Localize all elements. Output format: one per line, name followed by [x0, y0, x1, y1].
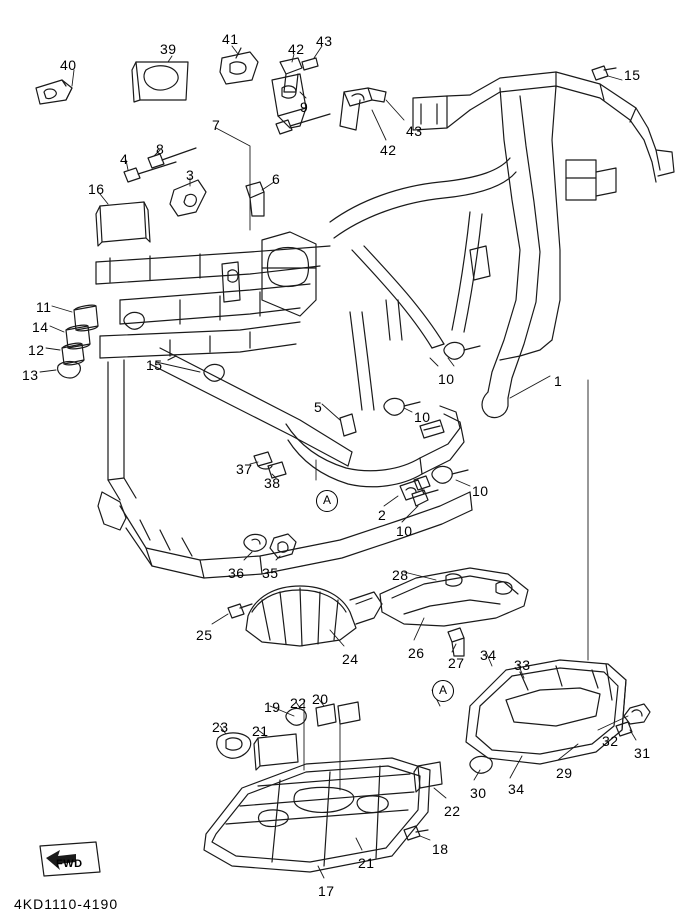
callout-17: 17 — [318, 883, 335, 899]
callout-10-b: 10 — [414, 409, 431, 425]
callout-26: 26 — [408, 645, 425, 661]
callout-22-a: 22 — [290, 695, 307, 711]
callout-21-b: 21 — [358, 855, 375, 871]
callout-40: 40 — [60, 57, 77, 73]
callout-10-c: 10 — [472, 483, 489, 499]
callout-15-top: 15 — [624, 67, 641, 83]
callout-14: 14 — [32, 319, 49, 335]
callout-31: 31 — [634, 745, 651, 761]
callout-30: 30 — [470, 785, 487, 801]
callout-11: 11 — [36, 299, 52, 315]
callout-29: 29 — [556, 765, 573, 781]
callout-15-mid: 15 — [146, 357, 163, 373]
fwd-label: FWD — [56, 858, 83, 870]
callout-33: 33 — [514, 657, 531, 673]
callout-8: 8 — [156, 141, 165, 157]
callout-34-b: 34 — [508, 781, 525, 797]
callout-43-top: 43 — [316, 33, 333, 49]
reference-mark-a-lower: A — [432, 680, 454, 702]
callout-9: 9 — [300, 99, 309, 115]
callout-12: 12 — [28, 342, 45, 358]
callout-3: 3 — [186, 167, 195, 183]
callout-41: 41 — [222, 31, 239, 47]
callout-35: 35 — [262, 565, 279, 581]
callout-4: 4 — [120, 151, 129, 167]
callout-21-a: 21 — [252, 723, 269, 739]
callout-2: 2 — [378, 507, 387, 523]
callout-39: 39 — [160, 41, 177, 57]
callout-43-right: 43 — [406, 123, 423, 139]
callout-22-b: 22 — [444, 803, 461, 819]
callout-38: 38 — [264, 475, 281, 491]
callout-18: 18 — [432, 841, 449, 857]
callout-6: 6 — [272, 171, 281, 187]
callout-10-a: 10 — [438, 371, 455, 387]
callout-23: 23 — [212, 719, 229, 735]
callout-42-top: 42 — [288, 41, 305, 57]
reference-mark-a-upper: A — [316, 490, 338, 512]
callout-34-a: 34 — [480, 647, 497, 663]
callout-19: 19 — [264, 699, 281, 715]
callout-7: 7 — [212, 117, 221, 133]
callout-5: 5 — [314, 399, 323, 415]
callout-10-d: 10 — [396, 523, 413, 539]
callout-25: 25 — [196, 627, 213, 643]
callout-28: 28 — [392, 567, 409, 583]
callout-32: 32 — [602, 733, 619, 749]
callout-42-right: 42 — [380, 142, 397, 158]
callout-24: 24 — [342, 651, 359, 667]
callout-37: 37 — [236, 461, 253, 477]
callout-13: 13 — [22, 367, 39, 383]
callout-27: 27 — [448, 655, 465, 671]
callout-1: 1 — [554, 373, 563, 389]
callout-20: 20 — [312, 691, 329, 707]
callout-16: 16 — [88, 181, 105, 197]
part-number-label: 4KD1110-4190 — [14, 896, 119, 912]
callout-36: 36 — [228, 565, 245, 581]
